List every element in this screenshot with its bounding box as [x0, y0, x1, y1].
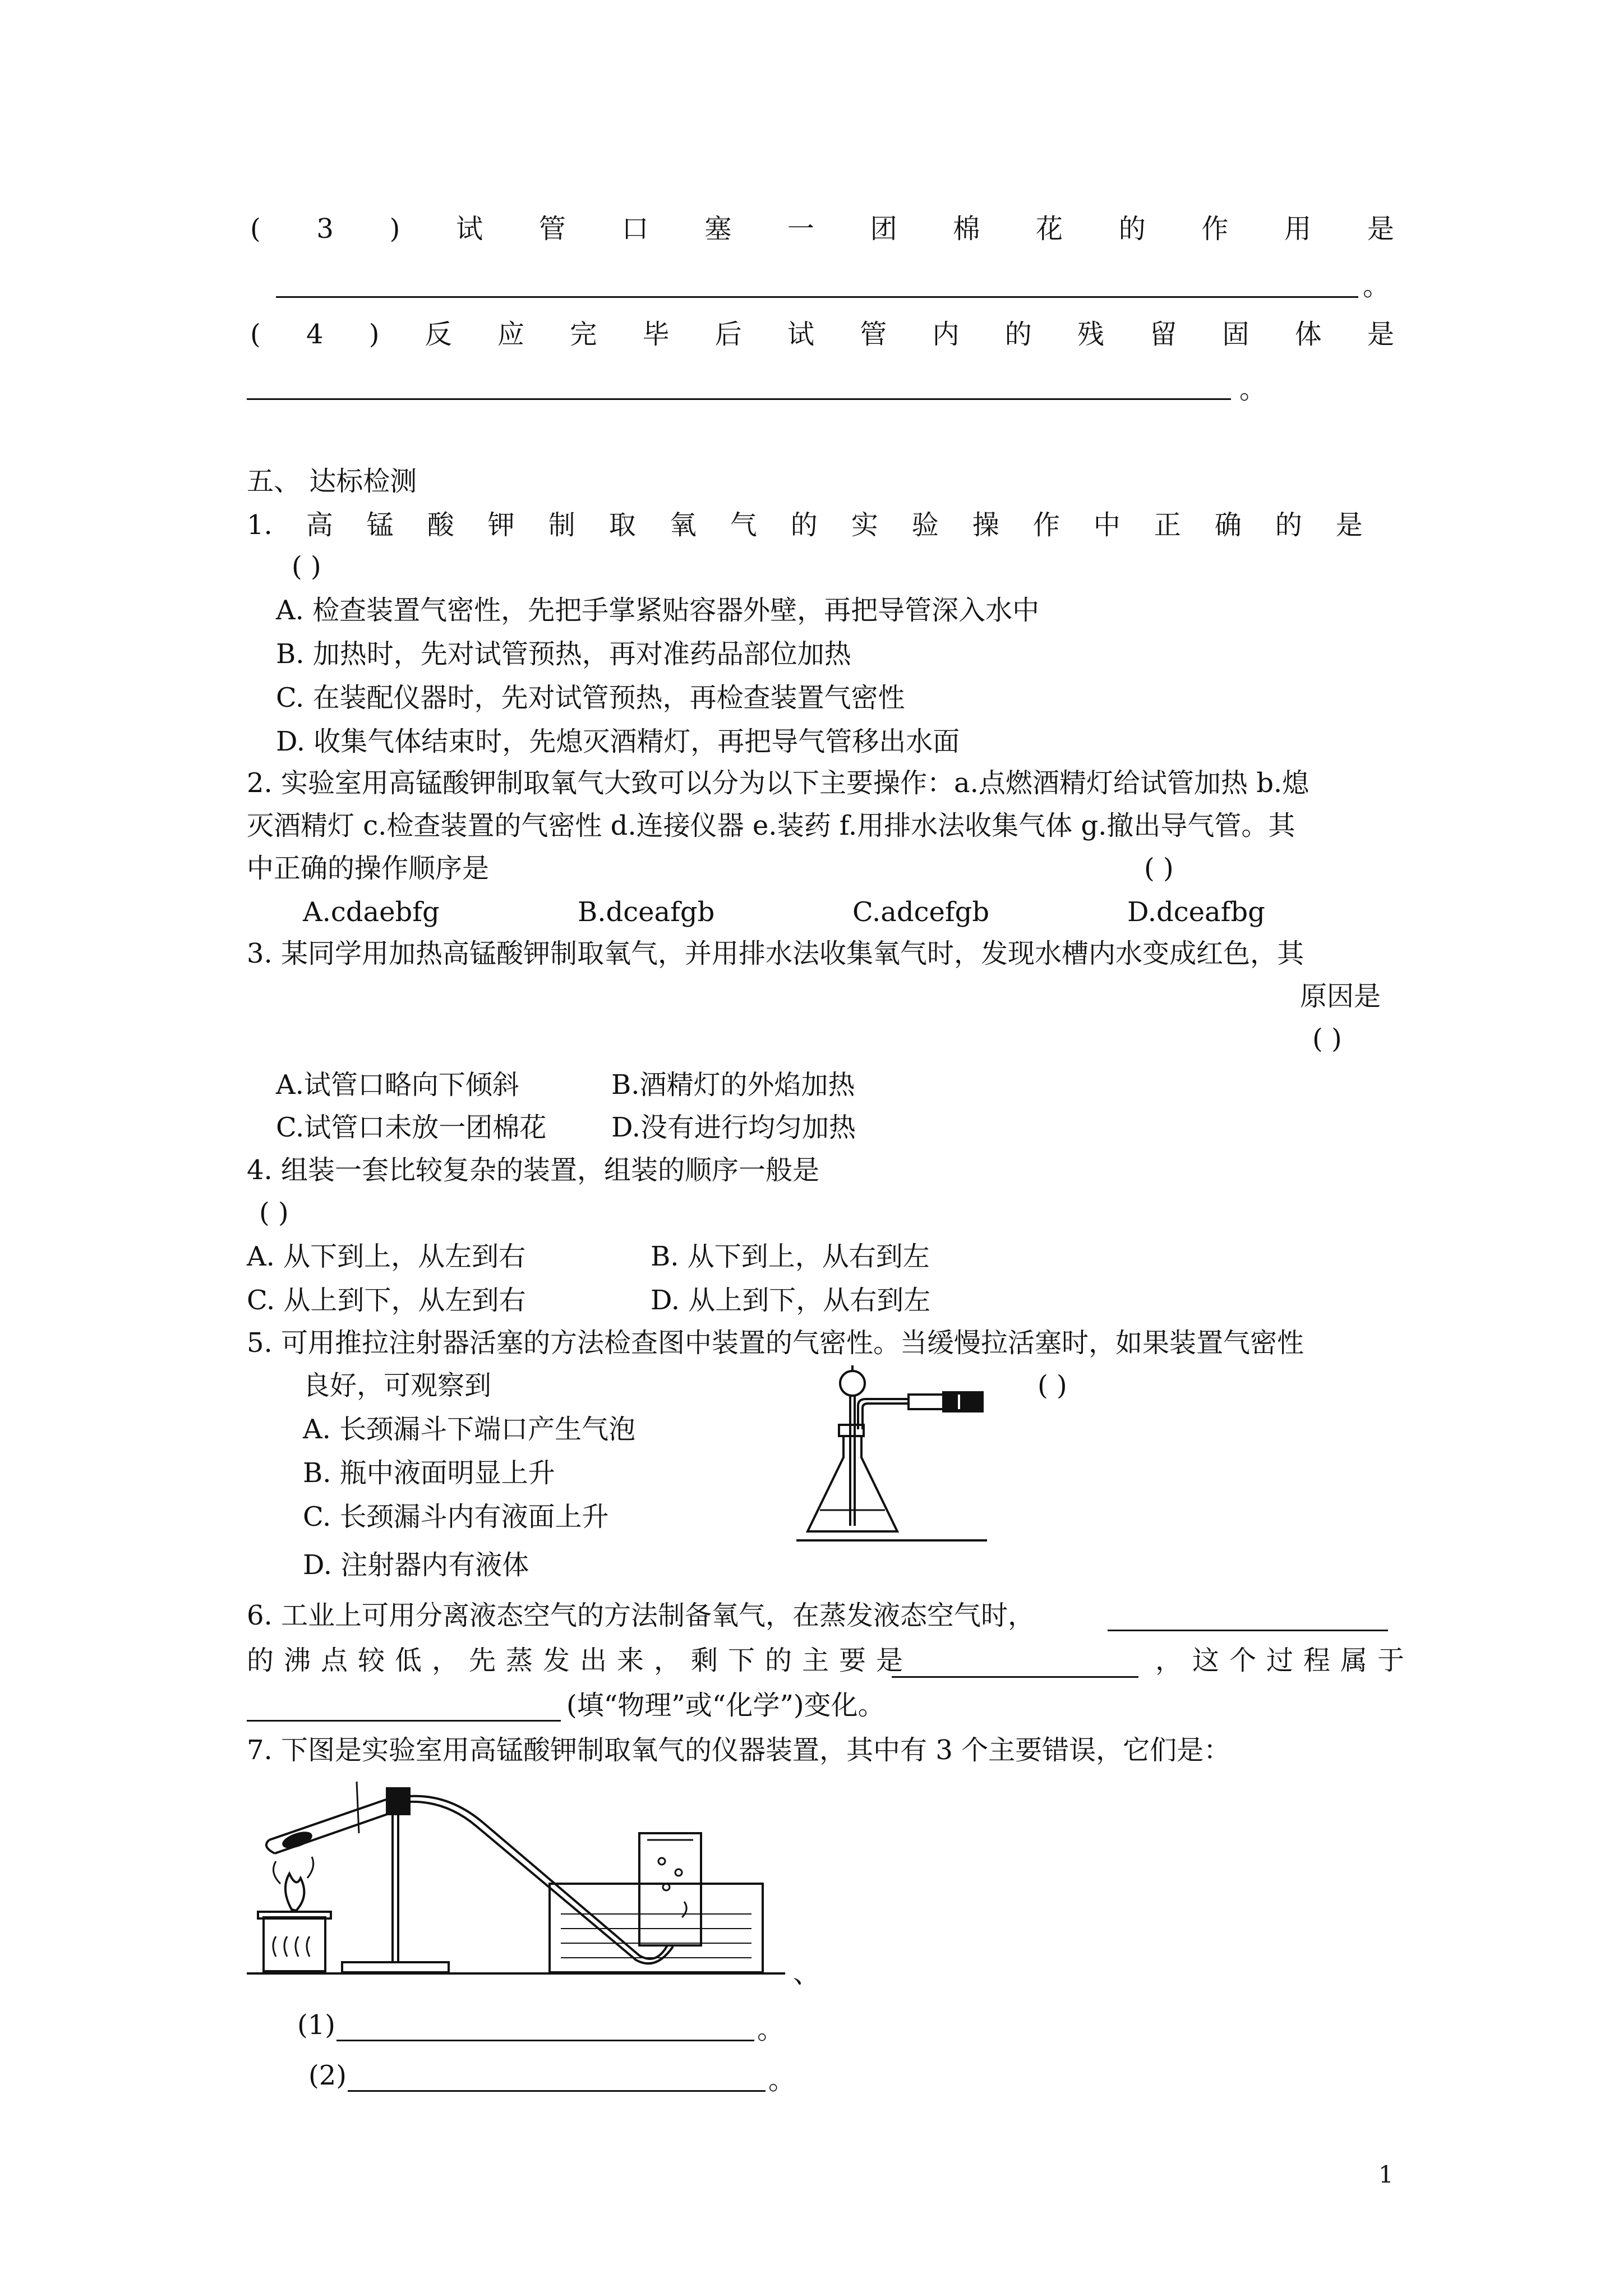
q5-option-c: C. 长颈漏斗内有液面上升 [303, 1501, 609, 1533]
q1-stem-char: 气 [730, 509, 757, 541]
q1-stem-char: 是 [1335, 509, 1363, 541]
q1-stem-char: 酸 [427, 509, 454, 541]
q4-stem-char: 后 [714, 319, 742, 350]
q4-option-d: D. 从上到下，从右到左 [651, 1285, 931, 1316]
q1-option-b: B. 加热时，先对试管预热，再对准药品部位加热 [276, 638, 851, 670]
q4-stem-char: 完 [570, 319, 597, 350]
q4-stem-char: 留 [1150, 319, 1177, 350]
q6-blank-1[interactable] [1108, 1630, 1388, 1631]
q1-stem-char: 中 [1093, 509, 1121, 541]
q4-stem-char: 体 [1294, 319, 1322, 350]
q5-stem-line-2: 良好，可观察到 [303, 1370, 492, 1401]
q3-stem-char: 口 [621, 213, 649, 245]
q2-option-a: A.cdaebfg [303, 896, 440, 928]
q2-option-c: C.adcefgb [852, 896, 990, 928]
q4-stem-char: 的 [1004, 319, 1032, 350]
q3-option-d: D.没有进行均匀加热 [611, 1112, 856, 1143]
q4-answer-blank[interactable] [247, 398, 1231, 400]
q1-stem-char: 锰 [366, 509, 394, 541]
q3-stem-char: 试 [456, 213, 483, 245]
q7-blank-2-end: 。 [768, 2064, 796, 2096]
q4-stem-char: 应 [497, 319, 524, 350]
q4-stem: 4. 组装一套比较复杂的装置，组装的顺序一般是 [247, 1154, 820, 1186]
q7-apparatus-figure [247, 1777, 808, 1985]
q1-stem [247, 508, 1363, 542]
q2-bracket: ( ) [1144, 853, 1174, 884]
q7-blank-2[interactable] [348, 2090, 766, 2092]
q2-line-2: 灭酒精灯 c.检查装置的气密性 d.连接仪器 e.装药 f.用排水法收集气体 g.撤出导气管。其 [247, 810, 1295, 841]
q5-stem-line-1: 5. 可用推拉注射器活塞的方法检查图中装置的气密性。当缓慢拉活塞时，如果装置气密性 [247, 1327, 1304, 1359]
q3-stem-char: 塞 [704, 213, 732, 245]
q4-end: 。 [1239, 374, 1267, 405]
q4-stem-char: ( [250, 319, 261, 350]
q1-stem-char: 作 [1032, 509, 1060, 541]
q1-stem-char: 实 [851, 509, 878, 541]
q3-stem-char: 3 [316, 213, 334, 245]
q3-stem-line-2: 原因是 [1300, 981, 1381, 1012]
q2-line-3: 中正确的操作顺序是 [247, 853, 490, 884]
q4-stem-char: 固 [1222, 319, 1249, 350]
q4-option-b: B. 从下到上，从右到左 [651, 1241, 930, 1272]
q3-end: 。 [1363, 270, 1390, 302]
q6-part-3: ，这个过程属于 [1155, 1645, 1415, 1676]
q1-stem-char: 验 [911, 509, 939, 541]
q3-option-c: C.试管口未放一团棉花 [276, 1112, 547, 1143]
q3-stem-char: 团 [870, 213, 897, 245]
q1-stem-char: 取 [608, 509, 636, 541]
q4-stem-char: ) [368, 319, 380, 350]
q1-stem-char: 制 [548, 509, 575, 541]
q1-stem-char: 钾 [487, 509, 515, 541]
q3-stem-char: 花 [1036, 213, 1063, 245]
q1-option-d: D. 收集气体结束时，先熄灭酒精灯，再把导气管移出水面 [276, 726, 960, 757]
q5-option-a: A. 长颈漏斗下端口产生气泡 [303, 1414, 636, 1445]
q3-bracket: ( ) [1312, 1023, 1342, 1055]
q3-stem-char: 一 [787, 213, 814, 245]
q7-trailing-mark: 、 [793, 1958, 820, 1989]
q5-option-b: B. 瓶中液面明显上升 [303, 1457, 555, 1489]
q4-option-a: A. 从下到上，从左到右 [247, 1241, 526, 1272]
q4-stem-char: 反 [425, 319, 452, 350]
q4-stem-char: 残 [1077, 319, 1104, 350]
q1-stem-char: 确 [1214, 509, 1242, 541]
q4-stem-char: 内 [932, 319, 960, 350]
q3-stem-char: 是 [1367, 213, 1394, 245]
q4-option-c: C. 从上到下，从左到右 [247, 1285, 526, 1316]
q6-part-4: (填“物理”或“化学”)变化。 [566, 1690, 885, 1721]
q7-blank-1[interactable] [336, 2040, 754, 2041]
q2-option-d: D.dceafbg [1127, 896, 1265, 928]
q1-bracket: ( ) [292, 551, 321, 582]
q2-line-1: 2. 实验室用高锰酸钾制取氧气大致可以分为以下主要操作：a.点燃酒精灯给试管加热 b.熄 [247, 767, 1310, 799]
q4-bracket: ( ) [259, 1197, 289, 1228]
section-title: 五、 达标检测 [247, 466, 417, 497]
q1-stem-char: 操 [972, 509, 999, 541]
q7-stem: 7. 下图是实验室用高锰酸钾制取氧气的仪器装置，其中有 3 个主要错误，它们是： [247, 1734, 1231, 1766]
q1-stem-char: 1. [247, 509, 273, 541]
q1-option-a: A. 检查装置气密性，先把手掌紧贴容器外壁，再把导管深入水中 [276, 595, 1040, 626]
q3-stem-char: 管 [538, 213, 566, 245]
q4-line [250, 318, 1394, 351]
q3-stem-line-1: 3. 某同学用加热高锰酸钾制取氧气，并用排水法收集氧气时，发现水槽内水变成红色，其 [247, 938, 1304, 969]
q4-stem-char: 管 [860, 319, 887, 350]
q3-answer-blank[interactable] [276, 296, 1358, 298]
q7-blank-2-label: (2) [308, 2060, 347, 2091]
q3-stem-char: 作 [1201, 213, 1229, 245]
q3-option-a: A.试管口略向下倾斜 [276, 1069, 519, 1101]
q7-blank-1-end: 。 [757, 2014, 785, 2045]
page-number: 1 [1378, 2161, 1394, 2188]
q1-stem-char: 的 [790, 509, 818, 541]
q3-stem-char: 用 [1284, 213, 1312, 245]
q7-blank-1-label: (1) [297, 2009, 335, 2041]
q4-stem-char: 是 [1367, 319, 1394, 350]
q5-option-d: D. 注射器内有液体 [303, 1549, 529, 1581]
q6-part-1: 6. 工业上可用分离液态空气的方法制备氧气，在蒸发液态空气时， [247, 1600, 1035, 1631]
q4-stem-char: 试 [787, 319, 814, 350]
q6-part-2: 的沸点较低，先蒸发出来，剩下的主要是 [247, 1645, 914, 1676]
q3-stem-char: 棉 [953, 213, 980, 245]
q1-option-c: C. 在装配仪器时，先对试管预热，再检查装置气密性 [276, 682, 905, 714]
q3-option-b: B.酒精灯的外焰加热 [611, 1069, 855, 1101]
q3-stem-char: 的 [1118, 213, 1146, 245]
q3-stem-char: ( [250, 213, 261, 245]
q2-option-b: B.dceafgb [578, 896, 715, 928]
q4-stem-char: 毕 [642, 319, 670, 350]
q4-stem-char: 4 [306, 319, 324, 350]
q3-stem-char: ) [389, 213, 400, 245]
q1-stem-char: 正 [1154, 509, 1181, 541]
q5-apparatus-figure [796, 1363, 998, 1554]
q1-stem-char: 的 [1275, 509, 1302, 541]
q6-blank-2[interactable] [892, 1676, 1138, 1678]
q3-line [250, 212, 1394, 246]
q6-blank-3[interactable] [247, 1720, 561, 1722]
q1-stem-char: 氧 [669, 509, 697, 541]
q1-stem-char: 高 [306, 509, 333, 541]
q5-bracket: ( ) [1038, 1370, 1067, 1401]
